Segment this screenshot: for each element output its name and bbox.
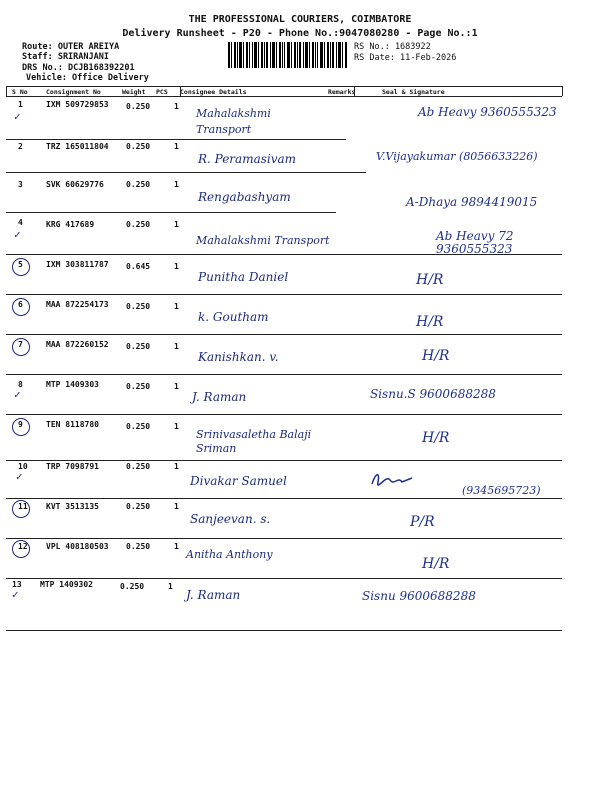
row-consignee: Rengabashyam bbox=[198, 190, 291, 204]
row-signature: H/R bbox=[422, 556, 450, 572]
row-consignment: TRZ 165011804 bbox=[46, 142, 109, 151]
row-sno: 13 bbox=[12, 580, 22, 589]
row-pcs: 1 bbox=[174, 220, 179, 229]
row-divider bbox=[6, 172, 366, 173]
row-sno: 6 bbox=[18, 300, 23, 309]
row-weight: 0.250 bbox=[126, 220, 151, 229]
staff-label: Staff: SRIRANJANI bbox=[22, 52, 109, 62]
row-pcs: 1 bbox=[174, 102, 179, 111]
check-mark-icon: ✓ bbox=[12, 588, 19, 601]
col-line bbox=[354, 86, 355, 96]
row-divider bbox=[6, 414, 562, 415]
row-signature: Ab Heavy 72 9360555323 bbox=[436, 229, 514, 256]
row-signature: Ab Heavy 9360555323 bbox=[418, 105, 557, 119]
row-sno: 1 bbox=[18, 100, 23, 109]
route-label: Route: OUTER AREIYA bbox=[22, 42, 120, 52]
col-remarks: Remarks bbox=[328, 88, 356, 96]
row-signature: V.Vijayakumar (8056633226) bbox=[376, 150, 538, 163]
row-pcs: 1 bbox=[168, 582, 173, 591]
row-pcs: 1 bbox=[174, 462, 179, 471]
row-sno: 12 bbox=[18, 542, 28, 551]
col-pcs: PCS bbox=[156, 88, 168, 96]
row-consignment: MAA 872254173 bbox=[46, 300, 109, 309]
row-consignee: Mahalakshmi Transport bbox=[196, 234, 330, 247]
rs-date: RS Date: 11-Feb-2026 bbox=[354, 53, 457, 63]
col-line bbox=[180, 86, 181, 96]
col-line bbox=[6, 86, 7, 96]
row-divider bbox=[6, 460, 562, 461]
row-consignment: TEN 8118780 bbox=[46, 420, 99, 429]
row-divider bbox=[6, 538, 562, 539]
col-weight: Weight bbox=[122, 88, 146, 96]
row-divider bbox=[6, 139, 346, 140]
row-sno: 10 bbox=[18, 462, 28, 471]
row-pcs: 1 bbox=[174, 382, 179, 391]
row-weight: 0.645 bbox=[126, 262, 151, 271]
row-consignee: Srinivasaletha Balaji Sriman bbox=[196, 428, 312, 455]
row-consignment: MAA 872260152 bbox=[46, 340, 109, 349]
row-consignee: Mahalakshmi Transport bbox=[196, 107, 271, 136]
row-signature: (9345695723) bbox=[462, 484, 541, 497]
row-consignee: Anitha Anthony bbox=[186, 548, 273, 561]
row-consignment: IXM 509729853 bbox=[46, 100, 109, 109]
row-consignee: J. Raman bbox=[192, 390, 247, 404]
row-sno: 5 bbox=[18, 260, 23, 269]
row-consignee: Sanjeevan. s. bbox=[190, 512, 271, 526]
row-weight: 0.250 bbox=[126, 180, 151, 189]
drs-number: DRS No.: DCJB168392201 bbox=[22, 63, 135, 73]
row-pcs: 1 bbox=[174, 422, 179, 431]
row-sno: 4 bbox=[18, 218, 23, 227]
row-consignment: KRG 417689 bbox=[46, 220, 95, 229]
row-signature: H/R bbox=[416, 272, 444, 288]
row-weight: 0.250 bbox=[126, 542, 151, 551]
row-weight: 0.250 bbox=[126, 342, 151, 351]
runsheet-table bbox=[6, 86, 566, 642]
row-divider bbox=[6, 578, 562, 579]
row-consignee: Kanishkan. v. bbox=[198, 350, 279, 364]
row-weight: 0.250 bbox=[126, 382, 151, 391]
row-signature: P/R bbox=[410, 514, 435, 530]
row-pcs: 1 bbox=[174, 302, 179, 311]
row-divider bbox=[6, 212, 336, 213]
row-pcs: 1 bbox=[174, 180, 179, 189]
row-pcs: 1 bbox=[174, 142, 179, 151]
row-consignee: k. Goutham bbox=[198, 310, 269, 324]
row-weight: 0.250 bbox=[126, 142, 151, 151]
rs-number: RS No.: 1683922 bbox=[354, 42, 431, 52]
runsheet-subtitle: Delivery Runsheet - P20 - Phone No.:9047080280 - Page No.:1 bbox=[122, 28, 478, 39]
row-sno: 8 bbox=[18, 380, 23, 389]
row-sno: 2 bbox=[18, 142, 23, 151]
check-mark-icon: ✓ bbox=[14, 110, 21, 123]
row-signature: H/R bbox=[422, 430, 450, 446]
barcode-icon bbox=[228, 42, 348, 68]
row-consignment: VPL 408180503 bbox=[46, 542, 109, 551]
row-consignment: IXM 303811787 bbox=[46, 260, 109, 269]
row-consignment: SVK 60629776 bbox=[46, 180, 104, 189]
check-mark-icon: ✓ bbox=[16, 470, 23, 483]
row-sno: 3 bbox=[18, 180, 23, 189]
row-pcs: 1 bbox=[174, 502, 179, 511]
runsheet-title: THE PROFESSIONAL COURIERS, COIMBATORE bbox=[188, 14, 412, 25]
row-weight: 0.250 bbox=[126, 462, 151, 471]
row-sno: 11 bbox=[18, 502, 28, 511]
row-signature: H/R bbox=[422, 348, 450, 364]
row-divider bbox=[6, 294, 562, 295]
row-weight: 0.250 bbox=[126, 102, 151, 111]
row-consignment: MTP 1409303 bbox=[46, 380, 99, 389]
row-consignee: J. Raman bbox=[186, 588, 241, 602]
row-signature: Sisnu.S 9600688288 bbox=[370, 387, 496, 401]
row-consignment: TRP 7098791 bbox=[46, 462, 99, 471]
row-sno: 9 bbox=[18, 420, 23, 429]
row-weight: 0.250 bbox=[126, 502, 151, 511]
row-consignee: Divakar Samuel bbox=[190, 474, 287, 488]
row-pcs: 1 bbox=[174, 342, 179, 351]
row-weight: 0.250 bbox=[126, 302, 151, 311]
row-consignee: R. Peramasivam bbox=[198, 152, 297, 166]
row-divider bbox=[6, 334, 562, 335]
col-seal: Seal & Signature bbox=[382, 88, 445, 96]
row-signature: A-Dhaya 9894419015 bbox=[406, 195, 538, 209]
row-divider bbox=[6, 254, 562, 255]
check-mark-icon: ✓ bbox=[14, 228, 21, 241]
row-consignee: Punitha Daniel bbox=[198, 270, 289, 284]
row-pcs: 1 bbox=[174, 542, 179, 551]
vehicle-label: Vehicle: Office Delivery bbox=[26, 73, 149, 83]
signature-scribble-icon bbox=[370, 470, 414, 490]
table-border-top bbox=[6, 86, 562, 87]
row-divider bbox=[6, 630, 562, 631]
row-sno: 7 bbox=[18, 340, 23, 349]
row-divider bbox=[6, 498, 562, 499]
row-signature: Sisnu 9600688288 bbox=[362, 589, 476, 603]
row-pcs: 1 bbox=[174, 262, 179, 271]
col-line bbox=[562, 86, 563, 96]
row-weight: 0.250 bbox=[120, 582, 145, 591]
row-weight: 0.250 bbox=[126, 422, 151, 431]
row-consignment: MTP 1409302 bbox=[40, 580, 93, 589]
row-signature: H/R bbox=[416, 314, 444, 330]
col-consignee: Consignee Details bbox=[180, 88, 247, 96]
check-mark-icon: ✓ bbox=[14, 388, 21, 401]
col-consignment: Consignment No bbox=[46, 88, 101, 96]
row-divider bbox=[6, 374, 562, 375]
row-consignment: KVT 3513135 bbox=[46, 502, 99, 511]
col-sno: S No bbox=[12, 88, 28, 96]
